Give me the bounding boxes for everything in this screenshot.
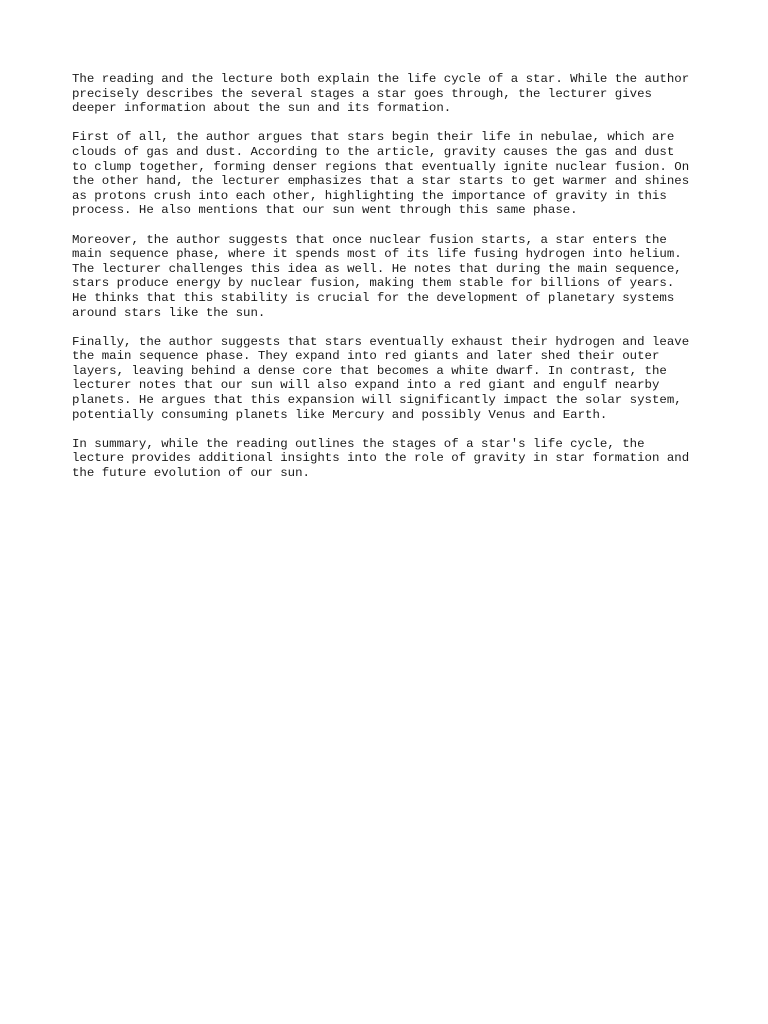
text-line: layers, leaving behind a dense core that becomes a white dwarf. In contrast, the [72, 363, 667, 378]
text-line: the other hand, the lecturer emphasizes that a star starts to get warmer and shines [72, 174, 690, 189]
text-line: In summary, while the reading outlines the stages of a star's life cycle, the [72, 436, 645, 451]
text-line: lecturer notes that our sun will also expand into a red giant and engulf nearby [72, 378, 660, 393]
text-line: He thinks that this stability is crucial for the development of planetary systems [72, 290, 675, 305]
essay-body [72, 72, 702, 495]
text-line: main sequence phase, where it spends most of its life fusing hydrogen into helium. [72, 247, 682, 262]
text-line: deeper information about the sun and its formation. [72, 101, 452, 116]
text-line: Finally, the author suggests that stars eventually exhaust their hydrogen and leave [72, 334, 690, 349]
paragraph-third-point [72, 335, 702, 423]
text-line: clouds of gas and dust. According to the article, gravity causes the gas and dust [72, 144, 675, 159]
paragraph-introduction [72, 72, 702, 116]
text-line: process. He also mentions that our sun went through this same phase. [72, 203, 578, 218]
text-line: to clump together, forming denser regions that eventually ignite nuclear fusion. On [72, 159, 690, 174]
text-line: First of all, the author argues that stars begin their life in nebulae, which are [72, 130, 675, 145]
text-line: stars produce energy by nuclear fusion, making them stable for billions of years. [72, 276, 675, 291]
text-line: around stars like the sun. [72, 305, 266, 320]
paragraph-conclusion [72, 437, 702, 481]
text-line: The reading and the lecture both explain the life cycle of a star. While the author [72, 72, 690, 86]
text-line: the main sequence phase. They expand into red giants and later shed their outer [72, 349, 660, 364]
text-line: potentially consuming planets like Mercury and possibly Venus and Earth. [72, 407, 608, 422]
text-line: lecture provides additional insights into the role of gravity in star formation and [72, 451, 690, 466]
text-line: planets. He argues that this expansion will significantly impact the solar system, [72, 393, 682, 408]
paragraph-first-point [72, 130, 702, 218]
paragraph-second-point [72, 233, 702, 321]
text-line: Moreover, the author suggests that once nuclear fusion starts, a star enters the [72, 232, 667, 247]
text-line: as protons crush into each other, highlighting the importance of gravity in this [72, 188, 667, 203]
text-line: precisely describes the several stages a star goes through, the lecturer gives [72, 86, 652, 101]
text-line: The lecturer challenges this idea as well. He notes that during the main sequence, [72, 261, 682, 276]
text-line: the future evolution of our sun. [72, 466, 310, 481]
